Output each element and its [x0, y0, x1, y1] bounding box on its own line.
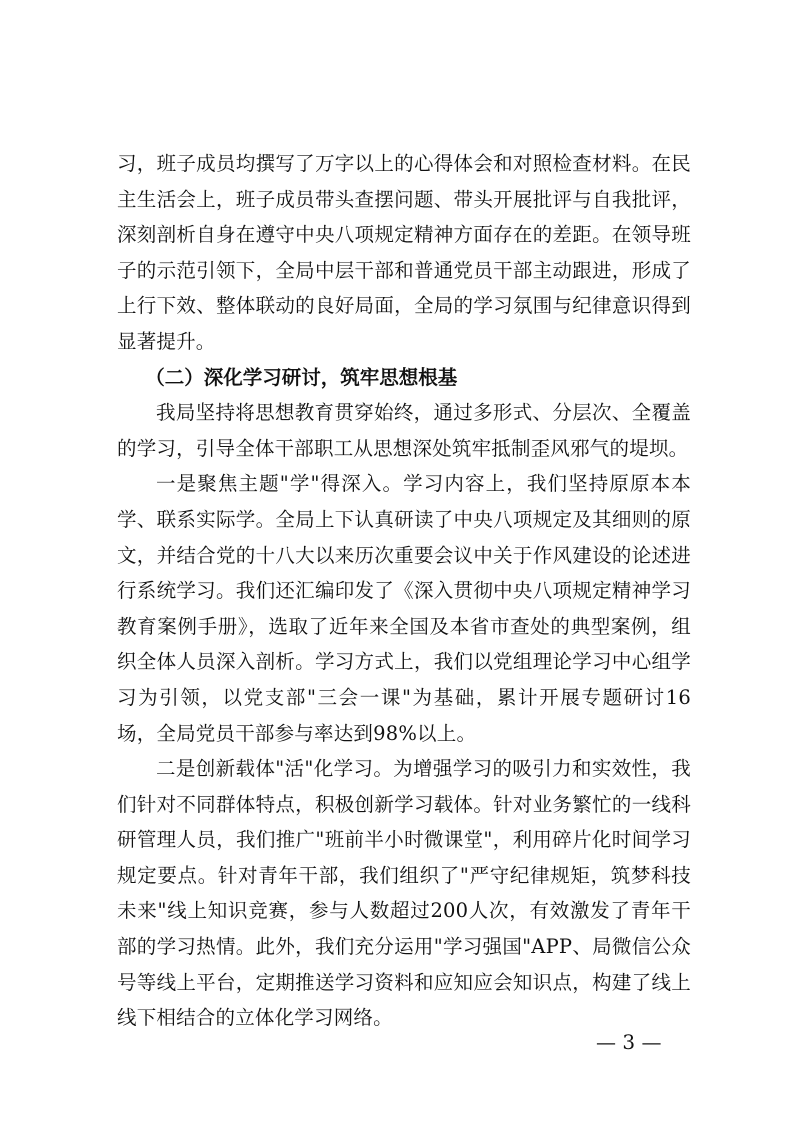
paragraph-innovation: 二是创新载体"活"化学习。为增强学习的吸引力和实效性，我们针对不同群体特点，积极创新学习载体。针对业务繁忙的一线科研管理人员，我们推广"班前半小时微课堂"，利用碎片化时间学习规定要点。针对青年干部，我们组织了"严守纪律规矩，筑梦科技未来"线上知识竞赛，参与人数超过200人次，有效激发了青年干部的学习热情。此外，我们充分运用"学习强国"APP、局微信公众号等线上平台，定期推送学习资料和应知应会知识点，构建了线上线下相结合的立体化学习网络。 [117, 757, 691, 1030]
paragraph-focus-theme: 一是聚焦主题"学"得深入。学习内容上，我们坚持原原本本学、联系实际学。全局上下认真研读了中央八项规定及其细则的原文，并结合党的十八大以来历次重要会议中关于作风建设的论述进行系统学习。我们还汇编印发了《深入贯彻中央八项规定精神学习教育案例手册》，选取了近年来全国及本省市查处的典型案例，组织全体人员深入剖析。学习方式上，我们以党组理论学习中心组学习为引领，以党支部"三会一课"为基础，累计开展专题研讨16场，全局党员干部参与率达到98%以上。 [117, 472, 691, 745]
page-number: — 3 — [596, 1030, 662, 1054]
paragraph-intro: 我局坚持将思想教育贯穿始终，通过多形式、分层次、全覆盖的学习，引导全体干部职工从思想深处筑牢抵制歪风邪气的堤坝。 [117, 401, 691, 460]
section-heading: （二）深化学习研讨，筑牢思想根基 [145, 365, 458, 389]
paragraph-continuation: 习，班子成员均撰写了万字以上的心得体会和对照检查材料。在民主生活会上，班子成员带头查摆问题、带头开展批评与自我批评，深刻剖析自身在遵守中央八项规定精神方面存在的差距。在领导班子的示范引领下，全局中层干部和普通党员干部主动跟进，形成了上行下效、整体联动的良好局面，全局的学习氛围与纪律意识得到显著提升。 [117, 152, 691, 353]
document-body [117, 146, 691, 1036]
